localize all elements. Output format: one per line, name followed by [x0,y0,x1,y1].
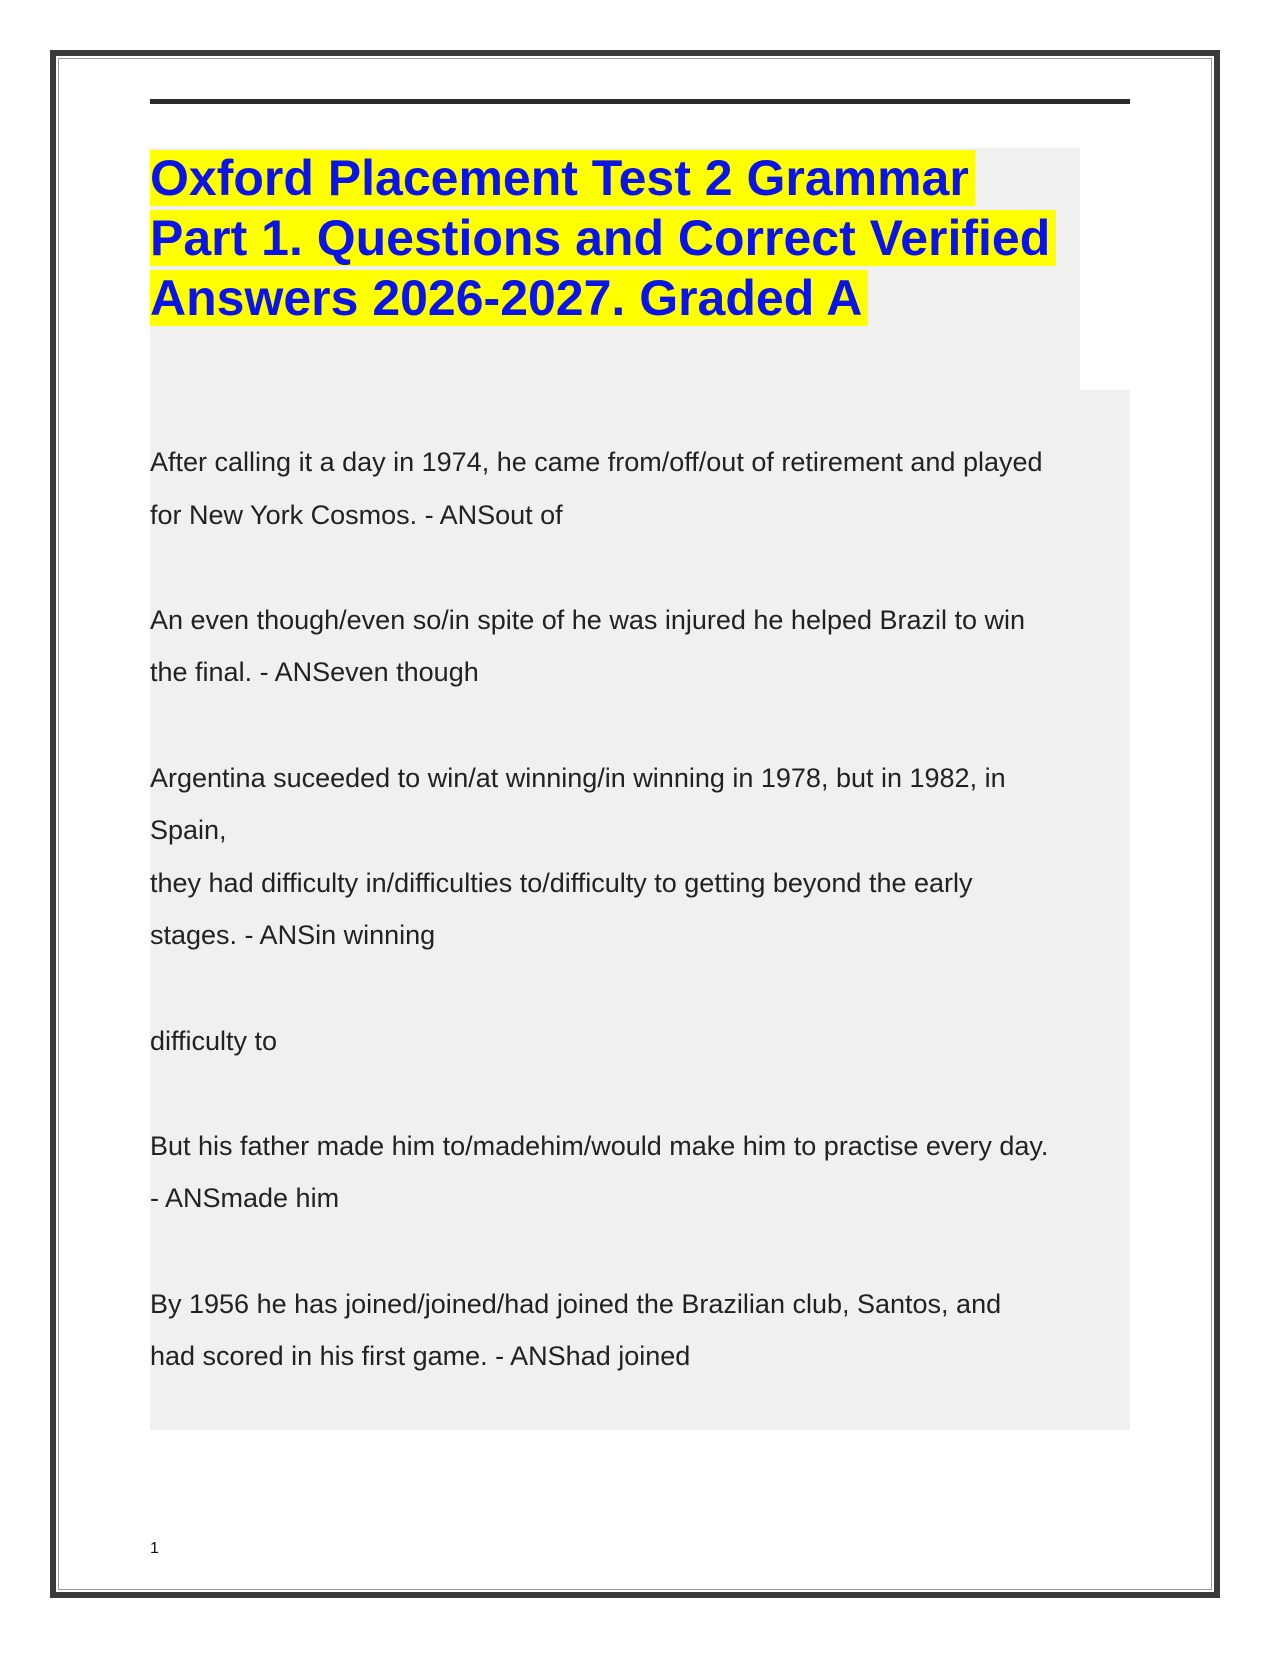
title-line-3: Answers 2026-2027. Graded A [150,270,868,326]
blank-line [150,1067,1135,1120]
text-line [150,1278,1135,1331]
line-text: After calling it a day in 1974, he came from/off/out of retirement and played [150,447,1043,477]
page-number: 1 [150,1540,159,1557]
text-line [150,804,1135,857]
line-text: Spain, [150,815,227,846]
text-line [150,1120,1135,1173]
blank-line [150,699,1135,752]
title-line-2: Part 1. Questions and Correct Verified [150,210,1056,266]
line-text: Argentina suceeded to win/at winning/in winning in 1978, but in 1982, in [150,762,1006,793]
text-line [150,1330,1135,1383]
header-rule [150,99,1130,104]
line-text: they had difficulty in/difficulties to/difficulty to getting beyond the early [150,867,973,898]
text-line [150,1172,1135,1225]
title-line-1: Oxford Placement Test 2 Grammar [150,150,975,206]
blank-line [150,1225,1135,1278]
line-text: stages. - ANSin winning [150,920,436,951]
line-text: the final. - ANSeven though [150,657,479,688]
line-text: difficulty to [150,1025,278,1056]
line-text: - ANSmade him [150,1183,340,1214]
text-line [150,436,1135,489]
text-line [150,594,1135,647]
line-text: An even though/even so/in spite of he was injured he helped Brazil to win [150,604,1026,635]
text-line [150,489,1135,542]
document-title [150,148,1090,328]
text-line [150,857,1135,910]
blank-line [150,541,1135,594]
question-answer-list [150,436,1135,1383]
text-line [150,646,1135,699]
line-text: had scored in his first game. - ANShad joined [150,1341,691,1372]
line-text: for New York Cosmos. - ANSout of [150,499,563,530]
text-line [150,752,1135,805]
blank-line [150,962,1135,1015]
text-line [150,1015,1135,1068]
line-text: But his father made him to/madehim/would make him to practise every day. [150,1130,1049,1161]
line-text: By 1956 he has joined/joined/had joined the Brazilian club, Santos, and [150,1288,1002,1319]
text-line [150,909,1135,962]
